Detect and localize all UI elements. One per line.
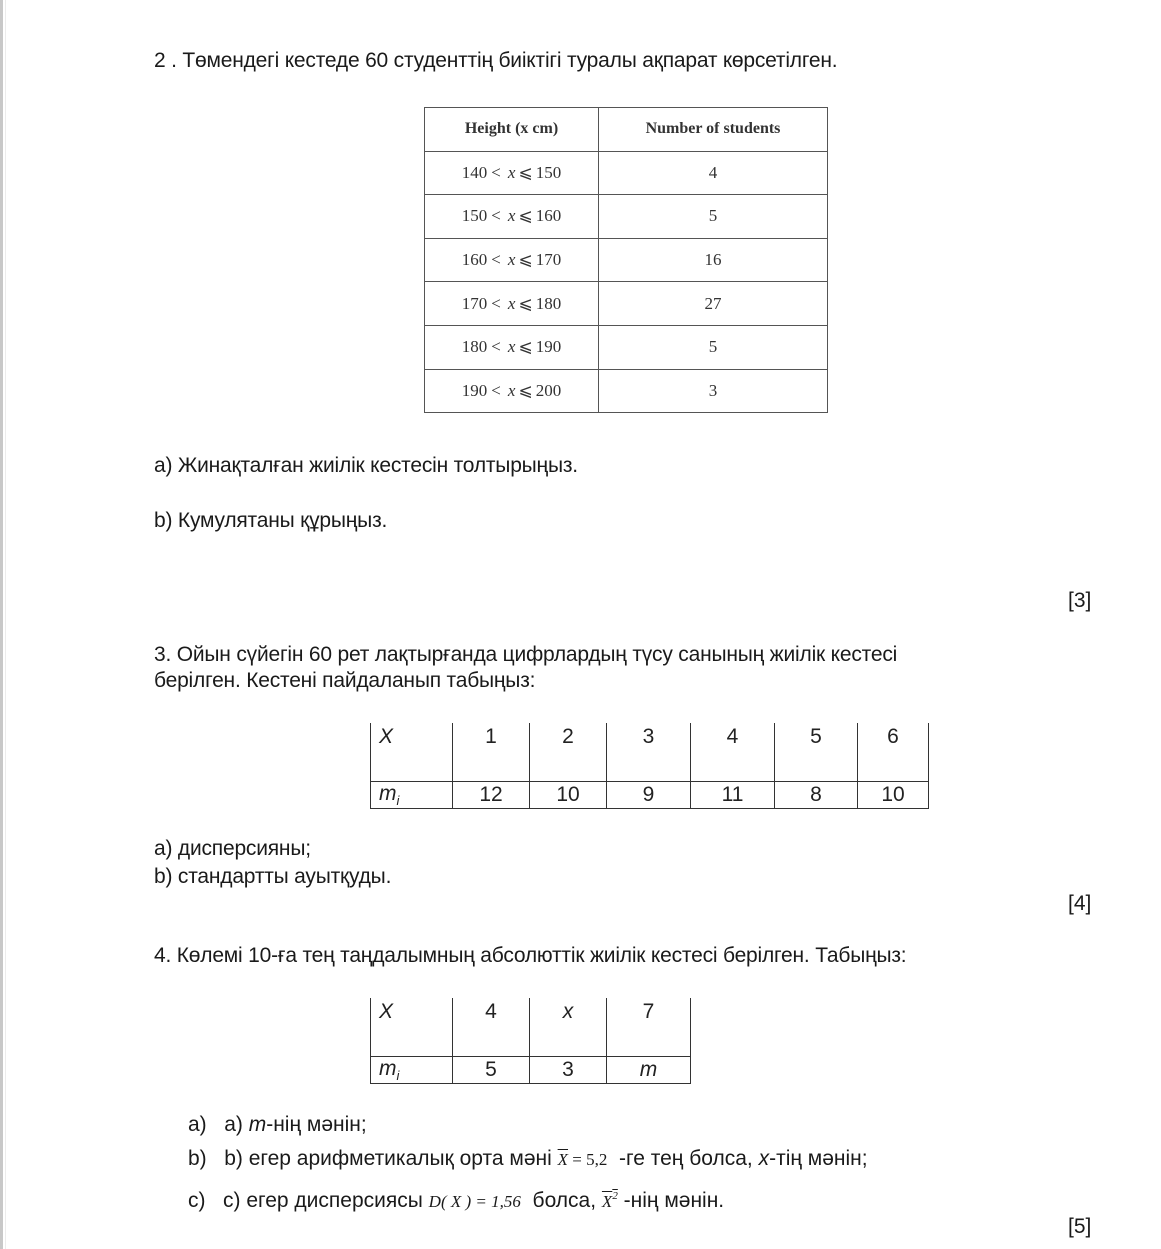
height-table-row	[425, 325, 828, 369]
q3-part-b: b) стандартты ауытқуды.	[154, 865, 392, 888]
x-row-label: X	[371, 998, 453, 1057]
x-value-cell: 4	[691, 723, 775, 782]
page-left-edge-shadow	[5, 0, 6, 1249]
interval-low: 160	[461, 250, 488, 270]
q4-item-c-prefix: c) егер дисперсиясы	[223, 1189, 429, 1212]
student-count-cell: 5	[599, 325, 828, 369]
q2-marks: [3]	[1068, 589, 1092, 612]
frequency-cell: 12	[453, 782, 530, 809]
x-value-cell: 7	[607, 998, 691, 1057]
less-equal-sign: ⩽	[518, 206, 533, 226]
x-value-cell: 1	[453, 723, 530, 782]
q4-item-c-x2-bar	[602, 1192, 618, 1211]
sample-frequency-table	[370, 998, 691, 1084]
interval-high: 170	[535, 250, 562, 270]
x2-sup: 2	[612, 1190, 618, 1202]
q4-title: 4. Көлемі 10-ға тең таңдалымның абсолюттік жиілік кестесі берілген. Табыңыз:	[154, 944, 907, 967]
height-interval-cell	[425, 151, 599, 195]
x-value-cell: 3	[607, 723, 691, 782]
q4-item-b	[188, 1146, 868, 1173]
interval-var: x	[507, 250, 516, 270]
frequency-cell: 10	[858, 782, 929, 809]
less-than-sign: <	[491, 206, 501, 226]
interval-low: 170	[461, 293, 488, 313]
q4-item-c-variance-formula: D( X ) = 1,56	[428, 1192, 521, 1211]
dice-frequency-table	[370, 723, 929, 809]
mean-x-bar: $\overline{X}$	[557, 1150, 569, 1169]
q4-item-c	[188, 1183, 724, 1215]
x-value-cell: 2	[530, 723, 607, 782]
interval-low: 140	[461, 162, 488, 182]
q4-item-c-rest: -нің мәнін.	[617, 1189, 725, 1212]
height-table-row	[425, 238, 828, 282]
height-table-row	[425, 151, 828, 195]
height-table-header	[425, 108, 828, 152]
x-value-cell: 4	[453, 998, 530, 1057]
q2-part-a: a) Жинақталған жиілік кестесін толтырыңыз.	[154, 454, 578, 477]
x-value-cell: 6	[858, 723, 929, 782]
height-table-row	[425, 195, 828, 239]
header-height	[425, 108, 599, 152]
page-left-edge	[0, 0, 3, 1249]
m-subscript: i	[396, 1068, 400, 1084]
dice-table-x-row	[371, 723, 929, 782]
height-table-row	[425, 369, 828, 413]
frequency-cell: 11	[691, 782, 775, 809]
less-equal-sign: ⩽	[518, 293, 533, 313]
q4-item-b-mid: -ге тең болса,	[607, 1147, 759, 1170]
interval-var: x	[507, 293, 516, 313]
dice-table-m-row	[371, 782, 929, 809]
x-row-label: X	[371, 723, 453, 782]
interval-high: 190	[535, 337, 562, 357]
q4-item-c-mid: болса,	[520, 1189, 602, 1212]
q4-item-c-marker: c)	[188, 1189, 206, 1212]
interval-low: 180	[461, 337, 488, 357]
q3-title-line2: берілген. Кестені пайдаланып табыңыз:	[154, 669, 536, 692]
x-squared-bar	[602, 1192, 618, 1211]
q4-item-a-prefix: a)	[224, 1113, 249, 1136]
m-label: m	[379, 1057, 397, 1080]
height-table-row	[425, 282, 828, 326]
q3-marks: [4]	[1068, 892, 1092, 915]
less-than-sign: <	[491, 293, 501, 313]
frequency-cell: 9	[607, 782, 691, 809]
less-equal-sign: ⩽	[518, 250, 533, 270]
interval-low: 190	[461, 380, 488, 400]
frequency-cell: 8	[775, 782, 858, 809]
m-subscript: i	[396, 793, 400, 809]
q4-marks: [5]	[1068, 1215, 1092, 1238]
m-row-label	[371, 1057, 453, 1084]
q2-title: 2 . Төмендегі кестеде 60 студенттің биіктігі туралы ақпарат көрсетілген.	[154, 49, 838, 72]
interval-var: x	[507, 337, 516, 357]
interval-var: x	[507, 206, 516, 226]
q4-item-a-marker: a)	[188, 1113, 207, 1136]
interval-high: 150	[535, 162, 562, 182]
q4-item-b-var: x	[758, 1147, 770, 1170]
frequency-cell: m	[607, 1057, 691, 1084]
less-than-sign: <	[491, 337, 501, 357]
height-interval-cell	[425, 369, 599, 413]
header-number-of-students: Number of students	[599, 108, 828, 152]
frequency-cell: 3	[530, 1057, 607, 1084]
interval-high: 200	[535, 380, 562, 400]
less-equal-sign: ⩽	[518, 337, 533, 357]
header-height-text: Height (x cm)	[464, 120, 559, 138]
q4-item-b-prefix: b) егер арифметикалық орта мәні	[224, 1147, 558, 1170]
student-count-cell: 3	[599, 369, 828, 413]
student-count-cell: 16	[599, 238, 828, 282]
height-interval-cell	[425, 325, 599, 369]
m-row-label	[371, 782, 453, 809]
less-than-sign: <	[491, 380, 501, 400]
x-value-cell: x	[530, 998, 607, 1057]
height-interval-cell	[425, 195, 599, 239]
x2-var: X	[601, 1192, 613, 1211]
mean-value: = 5,2	[568, 1150, 608, 1169]
frequency-cell: 5	[453, 1057, 530, 1084]
q4-item-b-mean-formula	[558, 1150, 608, 1169]
less-equal-sign: ⩽	[518, 162, 533, 182]
interval-var: x	[507, 162, 516, 182]
student-count-cell: 27	[599, 282, 828, 326]
x-value-cell: 5	[775, 723, 858, 782]
height-interval-cell	[425, 282, 599, 326]
less-than-sign: <	[491, 250, 501, 270]
height-interval-cell	[425, 238, 599, 282]
q2-part-b: b) Кумулятаны құрыңыз.	[154, 509, 388, 532]
interval-var: x	[507, 380, 516, 400]
student-count-cell: 5	[599, 195, 828, 239]
q4-item-a	[188, 1112, 367, 1138]
height-table	[424, 107, 828, 413]
q4-item-b-marker: b)	[188, 1147, 207, 1170]
less-equal-sign: ⩽	[518, 380, 533, 400]
q4-item-a-var: m	[248, 1113, 267, 1136]
interval-high: 160	[535, 206, 562, 226]
student-count-cell: 4	[599, 151, 828, 195]
q4-item-a-rest: -нің мәнін;	[266, 1113, 367, 1136]
interval-low: 150	[461, 206, 488, 226]
interval-high: 180	[535, 293, 562, 313]
q3-title-line1: 3. Ойын сүйегін 60 рет лақтырғанда цифрлардың түсу санының жиілік кестесі	[154, 643, 898, 666]
m-label: m	[379, 782, 397, 805]
q4-item-b-rest: -тің мәнін;	[769, 1147, 868, 1170]
sample-table-x-row	[371, 998, 691, 1057]
sample-table-m-row	[371, 1057, 691, 1084]
less-than-sign: <	[491, 162, 501, 182]
q3-part-a: a) дисперсияны;	[154, 837, 311, 860]
frequency-cell: 10	[530, 782, 607, 809]
